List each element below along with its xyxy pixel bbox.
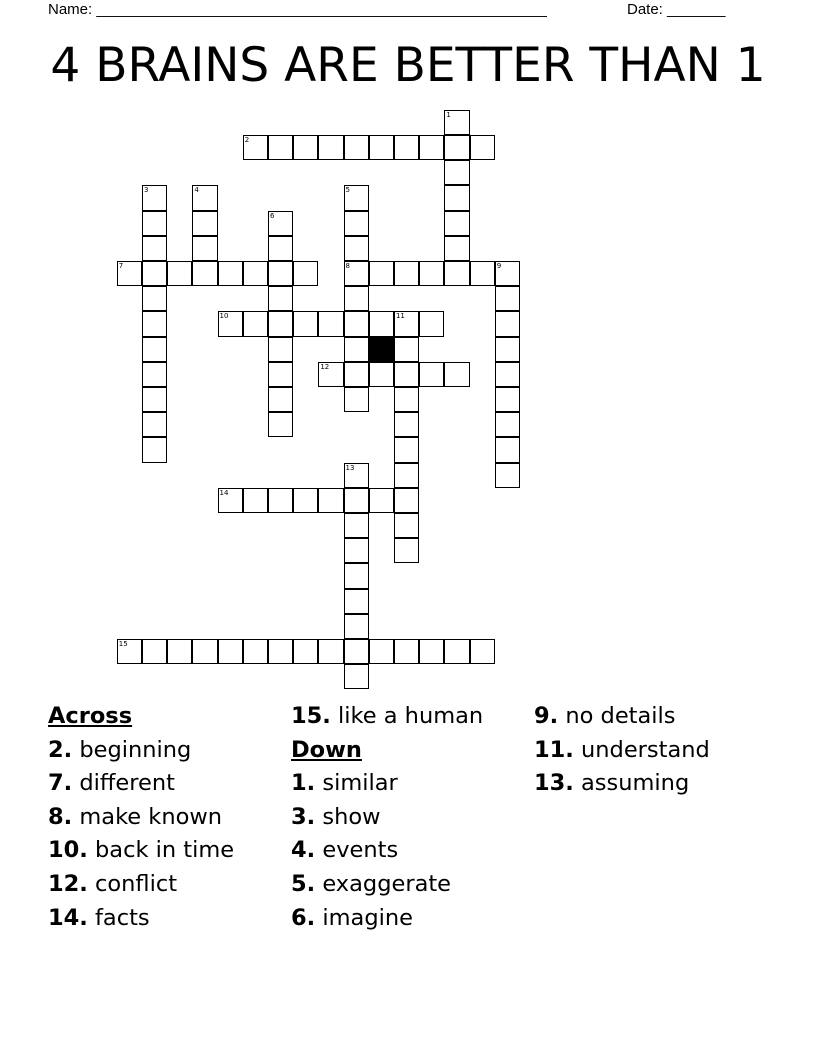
grid-cell[interactable] [394, 513, 419, 538]
grid-cell[interactable] [268, 135, 293, 160]
grid-cell[interactable] [344, 513, 369, 538]
grid-cell[interactable] [192, 236, 217, 261]
grid-cell[interactable] [419, 311, 444, 336]
clue-down-5 [291, 868, 483, 902]
grid-cell[interactable] [243, 639, 268, 664]
grid-cell[interactable] [344, 211, 369, 236]
grid-cell[interactable] [293, 261, 318, 286]
grid-cell[interactable] [268, 286, 293, 311]
grid-cell[interactable] [318, 488, 343, 513]
grid-cell[interactable] [470, 639, 495, 664]
grid-cell[interactable] [243, 261, 268, 286]
grid-cell[interactable] [344, 664, 369, 689]
grid-cell[interactable] [344, 614, 369, 639]
grid-cell[interactable] [369, 311, 394, 336]
grid-cell[interactable] [318, 135, 343, 160]
grid-cell[interactable] [444, 135, 469, 160]
grid-cell[interactable] [192, 639, 217, 664]
grid-cell[interactable] [394, 463, 419, 488]
down-heading: Down [291, 736, 362, 763]
grid-cell[interactable] [344, 639, 369, 664]
clue-number: 5. [291, 870, 316, 897]
grid-cell[interactable] [394, 639, 419, 664]
grid-cell[interactable] [419, 362, 444, 387]
clue-number-label: 6 [269, 211, 275, 220]
clue-text: exaggerate [322, 870, 452, 897]
grid-cell[interactable] [142, 236, 167, 261]
clue-number: 2. [48, 736, 73, 763]
grid-cell[interactable] [142, 311, 167, 336]
clue-across-10 [48, 834, 234, 868]
grid-cell[interactable] [444, 261, 469, 286]
clue-text: facts [95, 904, 150, 931]
clues-column-2 [291, 700, 483, 935]
clue-down-11 [534, 734, 710, 768]
clue-number-label: 13 [345, 463, 355, 472]
clue-down-1 [291, 767, 483, 801]
grid-cell[interactable] [243, 135, 268, 160]
grid-cell[interactable] [293, 135, 318, 160]
grid-cell[interactable] [268, 362, 293, 387]
grid-cell[interactable] [318, 362, 343, 387]
clue-number: 6. [291, 904, 316, 931]
grid-cell[interactable] [495, 387, 520, 412]
grid-cell[interactable] [218, 639, 243, 664]
across-heading: Across [48, 703, 133, 729]
grid-cell[interactable] [495, 261, 520, 286]
clue-number-label: 11 [395, 312, 405, 321]
grid-cell[interactable] [344, 538, 369, 563]
grid-cell[interactable] [394, 387, 419, 412]
grid-cell[interactable] [495, 337, 520, 362]
clue-number-label: 12 [320, 362, 330, 371]
clue-across-15 [291, 700, 483, 734]
clue-number-label: 5 [345, 186, 351, 195]
clue-across-14 [48, 902, 234, 936]
grid-cell[interactable] [419, 639, 444, 664]
grid-cell[interactable] [495, 412, 520, 437]
clue-number: 8. [48, 803, 73, 830]
grid-cell[interactable] [268, 387, 293, 412]
grid-cell[interactable] [243, 311, 268, 336]
grid-cell[interactable] [495, 362, 520, 387]
grid-cell[interactable] [142, 437, 167, 462]
clue-text: back in time [95, 837, 235, 864]
grid-cell[interactable] [470, 261, 495, 286]
clue-down-4 [291, 834, 483, 868]
grid-cell[interactable] [142, 362, 167, 387]
clue-number-label: 15 [118, 639, 128, 648]
clue-number-label: 9 [496, 261, 502, 270]
name-field[interactable]: Name: ______________________________________________________ [48, 1, 547, 18]
clue-number: 9. [534, 703, 559, 729]
grid-cell[interactable] [344, 488, 369, 513]
page-title: 4 BRAINS ARE BETTER THAN 1 [50, 38, 766, 93]
grid-cell[interactable] [268, 311, 293, 336]
grid-cell[interactable] [117, 261, 142, 286]
grid-cell[interactable] [369, 639, 394, 664]
clues-column-3 [534, 700, 710, 801]
clue-across-7 [48, 767, 234, 801]
grid-cell[interactable] [167, 261, 192, 286]
clue-number: 12. [48, 870, 88, 897]
grid-cell[interactable] [318, 311, 343, 336]
clue-across-12 [48, 868, 234, 902]
grid-cell[interactable] [293, 311, 318, 336]
clue-down-3 [291, 801, 483, 835]
grid-cell[interactable] [344, 362, 369, 387]
grid-cell[interactable] [142, 185, 167, 210]
grid-cell[interactable] [444, 639, 469, 664]
grid-cell[interactable] [495, 437, 520, 462]
grid-cell[interactable] [268, 236, 293, 261]
grid-cell[interactable] [117, 639, 142, 664]
grid-cell[interactable] [142, 211, 167, 236]
grid-cell[interactable] [318, 639, 343, 664]
grid-cell[interactable] [344, 135, 369, 160]
clue-number: 13. [534, 770, 574, 797]
clue-number-label: 8 [345, 261, 351, 270]
grid-cell[interactable] [293, 488, 318, 513]
grid-cell[interactable] [142, 261, 167, 286]
grid-cell[interactable] [268, 639, 293, 664]
grid-cell[interactable] [495, 311, 520, 336]
clue-text: events [322, 837, 399, 864]
grid-cell[interactable] [268, 261, 293, 286]
grid-cell[interactable] [344, 387, 369, 412]
grid-cell[interactable] [444, 362, 469, 387]
clue-number: 14. [48, 904, 88, 931]
grid-cell[interactable] [142, 337, 167, 362]
clue-across-2 [48, 734, 234, 768]
clue-number-label: 7 [118, 261, 124, 270]
clue-text: beginning [79, 736, 192, 763]
clue-down-13 [534, 767, 710, 801]
grid-cell[interactable] [344, 337, 369, 362]
grid-cell[interactable] [369, 362, 394, 387]
clue-number: 3. [291, 803, 316, 830]
grid-cell[interactable] [268, 412, 293, 437]
grid-cell[interactable] [218, 311, 243, 336]
grid-cell[interactable] [444, 160, 469, 185]
grid-cell[interactable] [293, 639, 318, 664]
grid-cell[interactable] [470, 135, 495, 160]
clue-number-label: 2 [244, 135, 250, 144]
grid-cell[interactable] [344, 185, 369, 210]
clue-number-label: 10 [219, 312, 229, 321]
grid-cell[interactable] [142, 387, 167, 412]
grid-cell[interactable] [167, 639, 192, 664]
clue-number: 11. [534, 736, 574, 763]
grid-cell[interactable] [369, 488, 394, 513]
grid-cell[interactable] [444, 211, 469, 236]
grid-cell[interactable] [394, 362, 419, 387]
grid-cell[interactable] [142, 412, 167, 437]
grid-cell[interactable] [444, 185, 469, 210]
grid-cell[interactable] [394, 437, 419, 462]
grid-cell[interactable] [394, 311, 419, 336]
grid-cell[interactable] [218, 488, 243, 513]
grid-cell[interactable] [344, 286, 369, 311]
grid-cell[interactable] [192, 211, 217, 236]
grid-cell[interactable] [394, 261, 419, 286]
grid-cell[interactable] [394, 538, 419, 563]
grid-cell[interactable] [394, 135, 419, 160]
clue-text: similar [322, 770, 398, 797]
grid-cell[interactable] [192, 185, 217, 210]
clue-text: different [79, 770, 175, 797]
grid-cell[interactable] [369, 261, 394, 286]
clue-number-label: 14 [219, 488, 229, 497]
clue-text: conflict [95, 870, 178, 897]
grid-cell[interactable] [344, 236, 369, 261]
clue-text: like a human [338, 703, 484, 729]
grid-cell[interactable] [344, 589, 369, 614]
grid-cell[interactable] [192, 261, 217, 286]
clue-text: understand [581, 736, 710, 763]
grid-cell[interactable] [344, 261, 369, 286]
grid-cell[interactable] [495, 463, 520, 488]
clue-number: 4. [291, 837, 316, 864]
clues-column-1 [48, 700, 234, 935]
clue-text: no details [565, 703, 676, 729]
clue-text: show [322, 803, 381, 830]
grid-cell[interactable] [268, 211, 293, 236]
grid-cell[interactable] [394, 337, 419, 362]
clue-number: 1. [291, 770, 316, 797]
grid-cell[interactable] [344, 463, 369, 488]
grid-cell[interactable] [344, 311, 369, 336]
black-cell [369, 337, 394, 362]
grid-cell[interactable] [243, 488, 268, 513]
grid-cell[interactable] [444, 236, 469, 261]
grid-cell[interactable] [394, 488, 419, 513]
clue-number: 10. [48, 837, 88, 864]
clue-text: make known [79, 803, 223, 830]
grid-cell[interactable] [394, 412, 419, 437]
grid-cell[interactable] [218, 261, 243, 286]
clue-down-9 [534, 700, 710, 734]
clue-across-8 [48, 801, 234, 835]
clue-number-label: 4 [194, 186, 199, 195]
clue-text: imagine [322, 904, 413, 931]
clue-number: 7. [48, 770, 73, 797]
clue-text: assuming [581, 770, 690, 797]
grid-cell[interactable] [142, 639, 167, 664]
clue-number-label: 3 [143, 186, 149, 195]
grid-cell[interactable] [142, 286, 167, 311]
grid-cell[interactable] [419, 261, 444, 286]
grid-cell[interactable] [268, 488, 293, 513]
grid-cell[interactable] [369, 135, 394, 160]
grid-cell[interactable] [344, 563, 369, 588]
grid-cell[interactable] [419, 135, 444, 160]
grid-cell[interactable] [268, 337, 293, 362]
grid-cell[interactable] [444, 110, 469, 135]
clue-down-6 [291, 902, 483, 936]
date-field[interactable]: Date: _______ [627, 1, 726, 18]
clue-number-label: 1 [446, 110, 451, 119]
clue-number: 15. [291, 703, 331, 729]
grid-cell[interactable] [495, 286, 520, 311]
